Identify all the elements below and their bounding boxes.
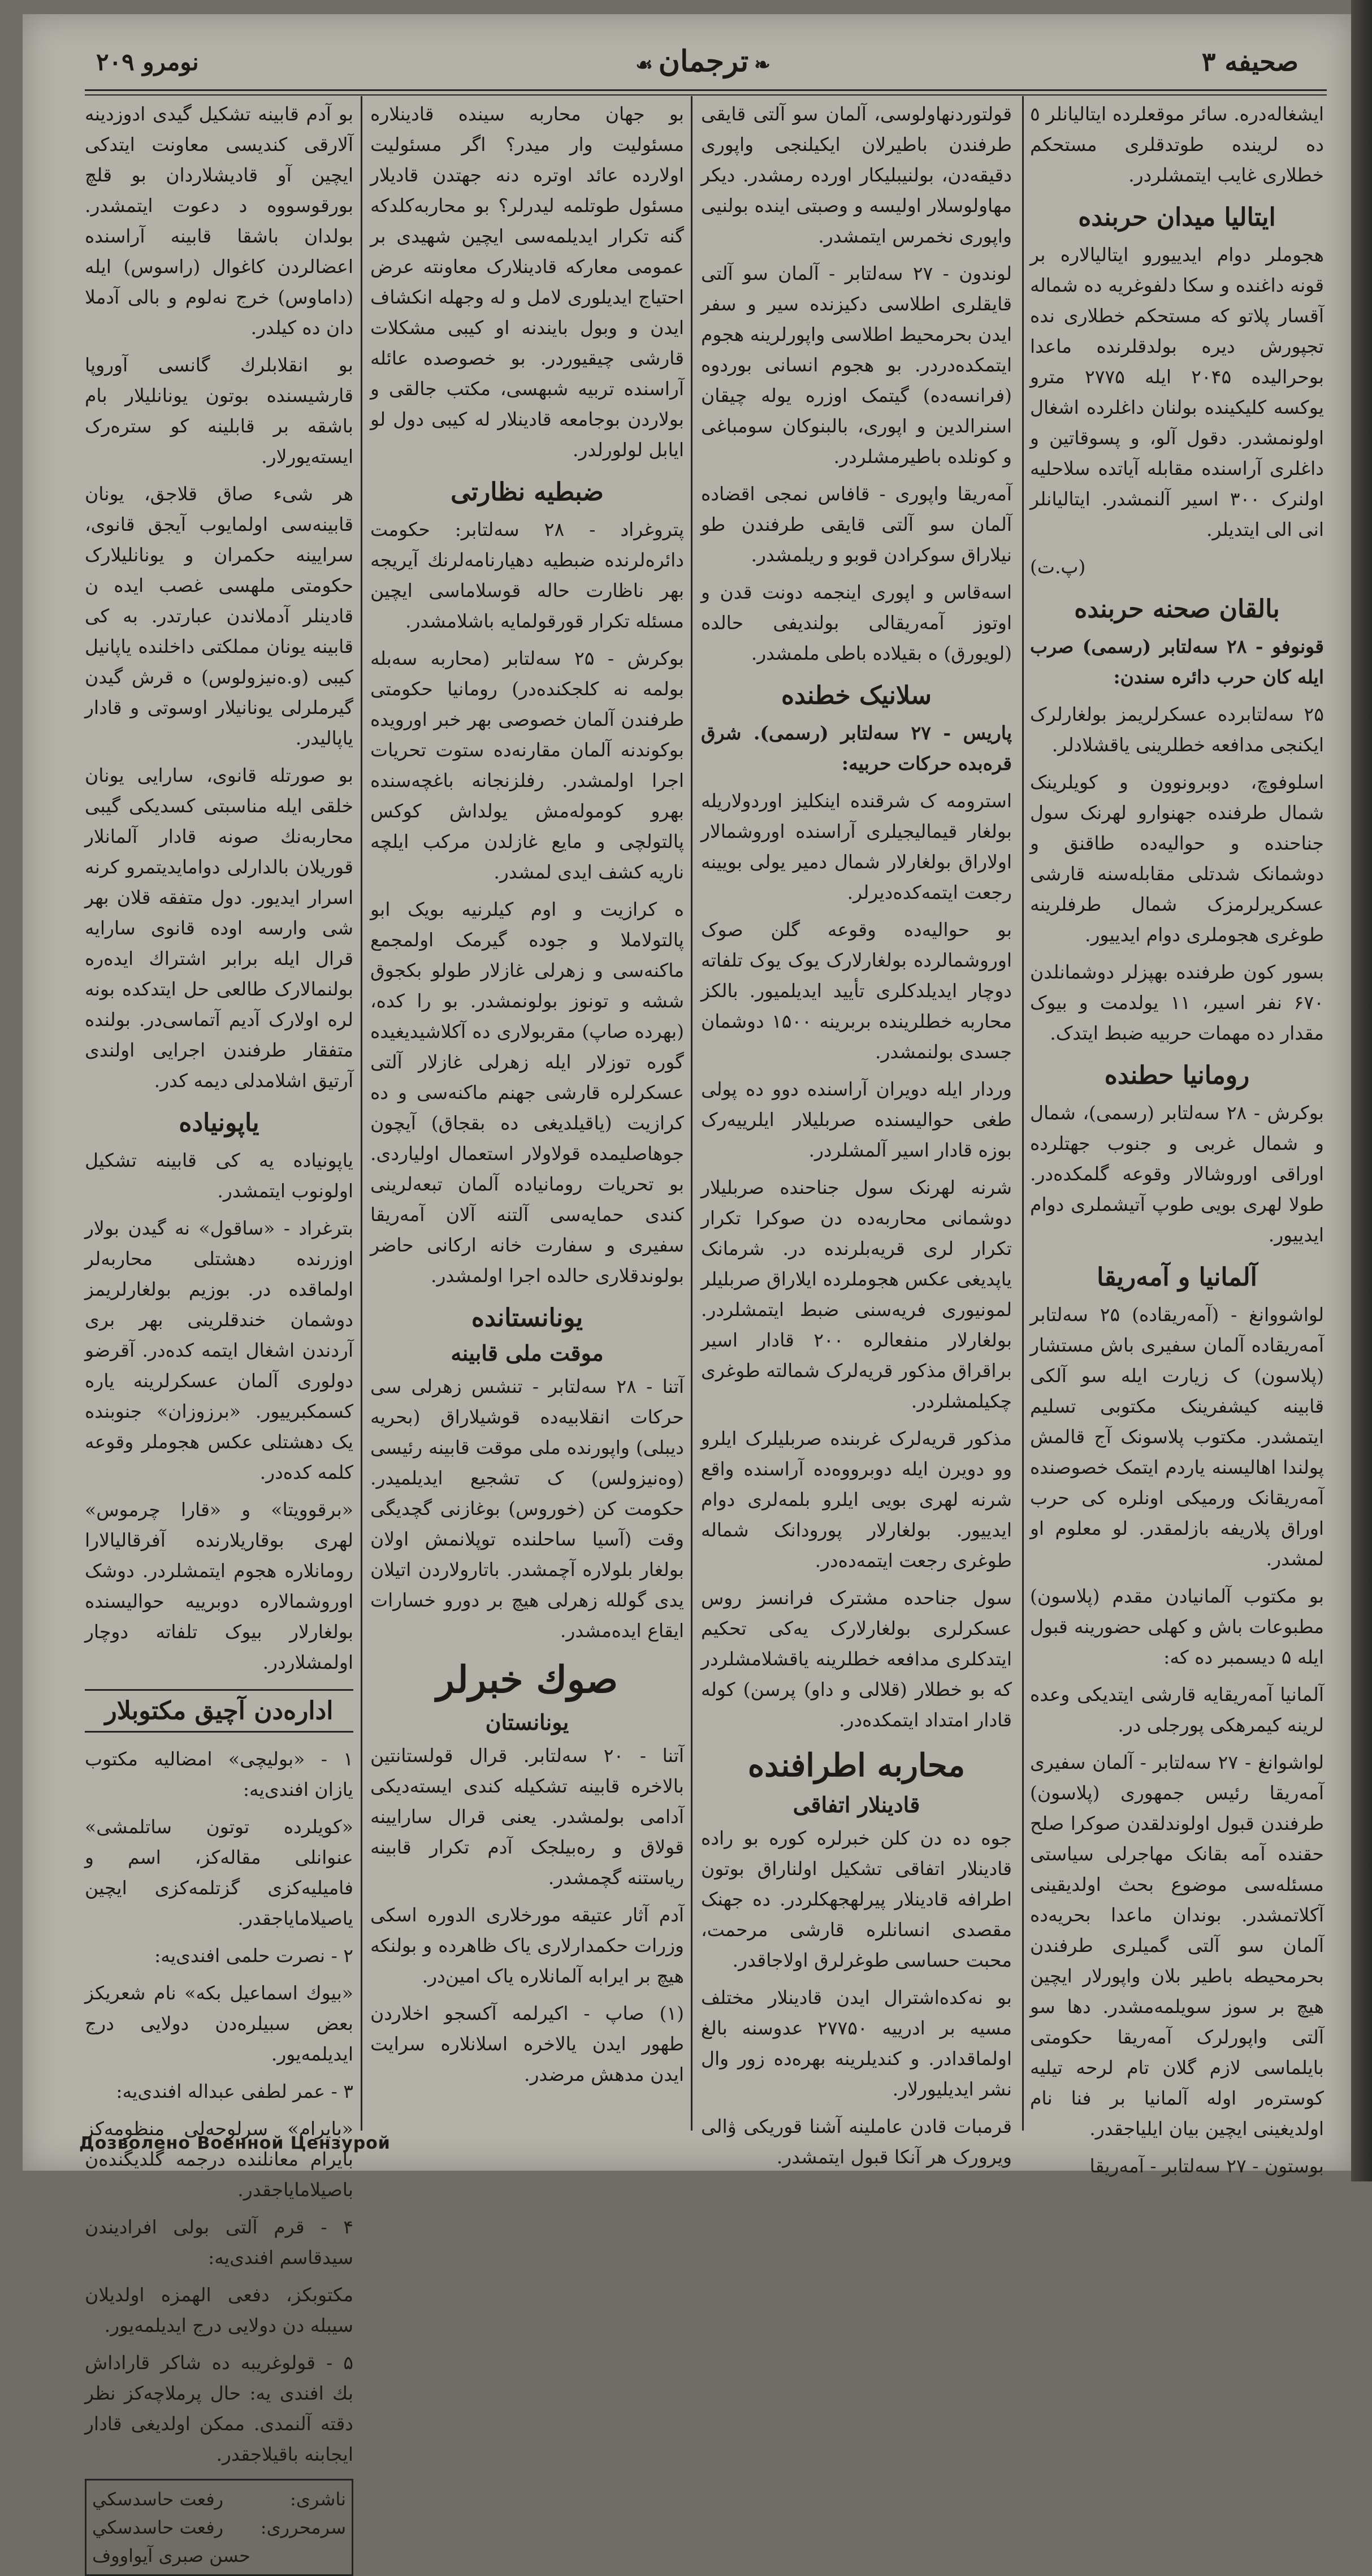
- paragraph: بوکرش - ۲۸ سه‌لتابر (رسمی)، شمال و شمال غربی و جنوب جهتلرده اوراقی اوروشالار وقوعه گلمکده‌در. طولا لهری بویی طوپ آتیشملری دوام ایدییور.: [1030, 1102, 1324, 1246]
- paragraph: پتروغراد - ۲۸ سه‌لتابر: حکومت دائره‌لرنده ضبطیه دهیارنامه‌لرنك آیریجه بهر ناظارت حاله قوسلاماسی ایچین مسئله تکرار قورقولمایه باشلامشدر.: [370, 518, 685, 632]
- column-2: [701, 99, 1012, 2168]
- column-divider: [361, 96, 362, 2131]
- paragraph: آلمانیا آمه‌ریقایه قارشی ایتدیکی وعده لرینه کیمرهکی پورجلی در.: [1030, 1683, 1324, 1736]
- paragraph: بو حوالیه‌ده وقوعه گلن صوک اوروشمالرده بولغارلارک یوک یوک تلفاته دوچار ایدیلدکلری تأیید ایدیلمیور. بالکز محاربه خطلرینده بربرینه ۱۵۰۰ دوشمان جسدی بولنمشدر.: [701, 919, 1012, 1063]
- paragraph: استرومه ک شرقنده اینکلیز اوردولاریله بولغار قیمالیجیلری آراسنده اوروشمالار اولاراق بولغارلار شمال دمیر یولی بویینه رجعت ایتمه‌کده‌دیرلر.: [701, 790, 1012, 903]
- paragraph: بترغراد - «ساقول» نه گیدن بولار اوزرنده دهشتلی محاربه‌لر اولماقده در. بوزیم بولغارلریمز دوشمان خندقلرینی بهر بری آردندن اشغال ایتمه کده‌در. آقرضو دولوری آلمان عسکرلرینه یاره کسمکبرییور. «برزوزان» جنوبنده یک دهشتلی عکس هجوملر وقوعه کلمه کده‌در.: [85, 1217, 353, 1483]
- paragraph: ۲ - نصرت حلمی افندی‌یه:: [154, 1945, 353, 1967]
- paragraph: «برقوویتا» و «قارا چرموس» لهری بوقاریلارنده آفرقالیالارا رومانلاره هجوم ایتمشلردر. دوشک اوروشمالاره دوبرییه حوالیسنده بولغارلار بیوک تلفاته دوچار اولمشلاردر.: [85, 1499, 353, 1673]
- editor-name: رفعت حاسدسكي: [92, 2517, 224, 2538]
- issue-number: نومرو ۲۰۹: [96, 48, 199, 76]
- section-heading: یاپونیاده: [179, 1109, 259, 1137]
- paragraph: ه کرازیت و اوم کیلرنیه بویک ابو پالتولاملا و جوده گیرمک اولمجمع ماکنه‌سی و زهرلی غازلار طولو بکجوق ششه و تونوز بولونمشدر. بو را کده، (بهرده صاپ) مقربولاری ده آکلاشیدیغیده گوره توزلار ایله زهرلی غازلار آلتی عسکرلره قارشی جهنم ماکنه‌سی و ده کرازیت (یاقیلدیغی ده بقجاق) آیچون جوهاصلیمده قولاولار استعمال اولیاردی. بو تحریات رومانیاده آلمان تبعه‌لرینی کندی حمایه‌سی آلتنه آلان آمه‌ریقا سفیری و سفارت خانه ارکانی حاضر بولوندقلاری حالده اجرا اولمشدر.: [370, 898, 684, 1287]
- paragraph: آدم آثار عتیقه مورخلاری الدوره اسکی وزرات حکمدارلاری یاک ظاهرده و بولنکه هیچ بر ایرابه آلمانلاره یاک امین‌در.: [370, 1904, 684, 1987]
- paragraph: «بیوك اسماعیل بکه» نام شعریکز بعض سبیلره‌دن دولایی درج ایدیلمه‌یور.: [85, 1982, 353, 2065]
- paragraph: مکتوبکز، دفعی الهمزه اولدیلان سیبله دن دولایی درج ایدیلمه‌یور.: [85, 2284, 353, 2336]
- column-1: [1030, 99, 1325, 2177]
- section-heading: بالقان صحنه حربنده: [1074, 595, 1280, 624]
- header-rule: [85, 89, 1327, 96]
- paragraph: ۲۵ سه‌لتابرده عسکرلریمز بولغارلرک ایکنجی مدافعه خطلرینی یاقشلادلر.: [1030, 703, 1324, 756]
- paragraph: آمه‌ریقا واپوری - قافاس نمجی اقضاده آلمان سو آلتی قایقی طرفندن طو نیلاراق سوکرادن قوبو و ریلمشدر.: [701, 483, 1012, 566]
- page-number: صحیفه ۳: [1201, 46, 1299, 77]
- paragraph: ۱ - «بولیچی» امضالیه مکتوب یازان افندی‌یه:: [85, 1748, 353, 1800]
- paragraph: ۴ - قرم آلتی بولی افرادیندن سیدقاسم افندی‌یه:: [85, 2216, 353, 2268]
- paragraph: بو مکتوب آلمانیادن مقدم (پلاسون) مطبوعات باش و کهلی حضورینه قبول ایله ۵ دیسمبر ده که:: [1030, 1585, 1324, 1668]
- editor-name-2: حسن صبری آیواووف: [92, 2545, 250, 2566]
- editor-label: سرمحرری:: [260, 2517, 346, 2538]
- paragraph: بوستون - ۲۷ سه‌لتابر - آمه‌ریقا: [1089, 2155, 1324, 2177]
- paper-title: [630, 44, 776, 79]
- column-3: [370, 99, 684, 2128]
- ornament-icon: ☙: [635, 54, 653, 76]
- footnote: (۱) صاپ - اکیرلمه آکسجو اخلاردن طهور ایدن یالاخره اسلانلاره سرایت ایدن مدهش مرضدر.: [370, 2002, 684, 2085]
- paragraph: هجوملر دوام ایدییورو ایتالیالاره بر قونه داغنده و سکا دلفوغریه ده شماله آقسار پلاتو که مستحکم خطلاری نده تجپورش دیره بولدقلرنده ماعدا بوحرالیده ۲۰۴۵ ایله ۲۷۷۵ مترو یوکسه کلیکینده بولنان داغلرده اشغال اولونمشدر. دقول آلو، و پسوقاتین و داغلری آراسنده مقابله آیاتده سلاحلیه اولنرک ۳۰۰ اسیر آلنمشدر. ایتالیانلر انی الی ایتدیلر.: [1030, 244, 1325, 540]
- paragraph: ایشغاله‌دره. سائر موقعلرده ایتالیانلر ٥ ده لرینده طوتدقلری مستحکم خطلاری غایب ایتمشلردر.: [1030, 103, 1324, 186]
- paragraph: سول جناحده مشترک فرانسز روس عسکرلری بولغارلارک یه‌کی تحکیم ایتدکلری مدافعه خطلرینه یاقشلامشلردر که بو خطلار (قلالی و داو) پرسن) کوله قادار امتداد ایتمکده‌در.: [701, 1587, 1012, 1731]
- section-heading: رومانیا حطنده: [1104, 1061, 1250, 1090]
- paragraph: آتنا - ۲۰ سه‌لتابر. قرال قولستانتین بالاخره قابینه تشکیله کندی ایسته‌دیکی آدامی بولمشدر. یعنی قرال سارایینه قولاق و ره‌بیلجک آدم تکرار قابینه ریاستنه گچمشدر.: [370, 1744, 684, 1889]
- paragraph: بو صورتله قانوی، سارایی یونان خلقی ایله مناسبتی کسدیکی گیبی محاربه‌نك صونه قادار آلمانلار قوریلان بالدارلی دوامایدیتمرو کرنه اسرار ایدیور. دول متفقه قلان بهر شی وارسه اوده قانوی سارایه قرال ایله برابر اشتراك ایده‌ره بولنمالارک طالعی حل ایتدکده بونه لره اولارک آدیم آتماسی‌در. بولنده متفقار طرفندن اجرایی اولندی آرتیق اشلامدلی دیمه کدر.: [85, 764, 353, 1092]
- paragraph: آتنا - ۲۸ سه‌لتابر - تنشس زهرلی سی حرکات انقلابیه‌ده قوشیلاراق (بحریه دیبلی) واپورنده ملی موقت قابینه رئیسی (وه‌نیزولس) ک تشجیع ایدیلمیدر. حکومت کن (خوروس) بوغازنی گچدیگی وقت (آسیا ساحلنده توپلانمش اولان بولغار بلولاره آچمشدر. باتارولاردن اتیلان یدی گولله زهرلی هیچ بر دورو خسارات ایقاع ایده‌مشدر.: [370, 1375, 684, 1642]
- paragraph: بو جهان محاربه سینده قادینلاره مسئولیت وار میدر؟ اگر مسئولیت اولارده عائد اوتره دنه جهتدن قادیلار مسئول طوتلمه لیدرلر؟ بو محاربه‌کلدکه گنه تکرار ایدیلمه‌سی ایچین شهیدی بر عمومی معارکه قادینلارک معاونته عرض احتیاج ایدیلوری لامل و له وجهله انکشاف ایدن و وبول بایندنه او کیبی مشکلات قارشی چیقیوردر. بو خصوصده عائله آراسنده تربیه شبهسی، مکتب جالقی و بولاردن بوجامعه قادینلار له کیبی دول لو ایابل لولورلدر.: [370, 103, 684, 461]
- editor-row-2: [92, 2542, 346, 2570]
- section-heading: سلانیک خطنده: [781, 681, 932, 710]
- paragraph: وردار ایله دویران آراسنده دوو ده پولی طغی حوالیسنده صربلیلار ایلرییه‌رک بوزه قادار اسیر آلمشلردر.: [701, 1078, 1012, 1161]
- paragraph: یاپونیاده یه کی قابینه تشکیل اولونوب ایتمشدر.: [85, 1149, 353, 1202]
- paragraph: هر شیء صاق قلاجق، یونان قابینه‌سی اولمایوب آیجق قانوی، سرایینه حکمران و یونانلیلارک حکومتی ملهسی غصب ایده ن قادینلر آدملاندن عبارتدر. به کی قابینه یونان مملکتی داخلنده یاپانیل کیبی (و.ه‌نیزولوس) ه قرش گیدن گیرملرلی یونانیلار اوسوتی و قادار یاپالیدر.: [85, 483, 353, 749]
- section-heading-large: محاربه اطرافنده: [747, 1747, 966, 1784]
- paragraph: لوندون - ۲۷ سه‌لتابر - آلمان سو آلتی قایقلری اطلاسی دکیزنده سیر و سفر ایدن بحرمحیط اطلاسی واپورلرینه هجوم ایتمکده‌دردر. بو هجوم انسانی بوردوه (فرانسه‌ده) گیتمک اوزره یوله چیقان اسنرالدین و اپوری، بالبنوکان سومباغی و کونلده باطیرمشلردر.: [701, 262, 1012, 467]
- section-heading: اداره‌دن آچیق مکتوبلار: [85, 1689, 353, 1733]
- paragraph: لواشوانغ - ۲۷ سه‌لتابر - آلمان سفیری آمه‌ریقا رئیس جمهوری (پلاسون) طرفندن قبول اولوندلقدن صوکرا صلح حقنده آمه بقانک مهاجرلی سیاستی مسئله‌سی موضوع بحث اولدیقینی آکلاتمشدر. بوندان ماعدا بحریه‌ده آلمان سو آلتی گمیلری طرفندن بحرمحیطه باطیر بلان واپورلار ایچین هیچ بر سوز سویلمه‌مشدر. دها سو آلتی واپورلرک آمه‌ریقا حکومتی بایلماسی لازم گلان تام لرحه تیلیه کوستره‌ر اوله آلمانیا بر فنا نام اولدیغینی ایچین بیان ایلیاجقدر.: [1030, 1751, 1325, 2140]
- paragraph: «کویلرده توتون ساتلمشی» عنوانلی مقاله‌کز، اسم و فامیلیه‌کزی گزتلمه‌کزی ایچین یاصیلامایاجقدر.: [85, 1816, 353, 1929]
- censor-stamp: Дозволено Военной Цензурой: [79, 2133, 391, 2153]
- masthead-strip: [73, 34, 1332, 96]
- sub-heading: یونانستان: [485, 1709, 569, 1735]
- publisher-label: ناشری:: [290, 2488, 346, 2510]
- paragraph: بسور کون طرفنده بهپزلر دوشمانلدن ۶۷۰ نفر اسیر، ۱۱ یولدمت و بیوک مقدار ده مهمات حربیه ضبط ایتدک.: [1030, 961, 1324, 1044]
- ornament-icon: ❧: [754, 54, 771, 76]
- paragraph: اسلوفوچ، دوبرونوون و کویلرینک شمال طرفنده جهنوارو لهرنک سول جناحنده و حوالیه‌ده طاقنق و دوشمانک شدتلی مقابله‌سنه قارشی عسکریرلرمزک شمال طرفلرینه طوغری هجوملری دوام ایدییور.: [1030, 771, 1324, 946]
- section-heading: یونانستانده: [471, 1304, 583, 1332]
- section-heading: آلمانیا و آمه‌ریقا: [1097, 1263, 1257, 1292]
- paragraph: قولتوردنهاولوسی، آلمان سو آلتی قایقی طرفندن باطیرلان ایکیلنجی واپوری دقیقه‌دن، بولنیبلیکار اورده رمشدر. دیکر مهاولوسلار اولیسه و وصبتی اینده بولنیی واپوری نخمرس ایتمشدر.: [701, 103, 1012, 247]
- paragraph: بو نه‌کده‌اشترال ایدن قادینلار مختلف مسیه بر ادرییه ۲۷۷۵۰ عدوسنه بالغ اولماقدادر. و کندیلرینه بهره‌ده زور وال نشر ایدیلیورلار.: [701, 1986, 1012, 2100]
- publisher-box: [85, 2479, 353, 2576]
- publisher-row: [92, 2485, 346, 2513]
- paper-name-text: ترجمان: [658, 44, 749, 79]
- scan-border: [1351, 0, 1372, 2181]
- sub-heading: موقت ملی قابینه: [451, 1340, 604, 1366]
- sub-heading: قادینلار اتفاقی: [793, 1792, 920, 1817]
- dateline: پاریس - ۲۷ سه‌لتابر (رسمی). شرق قره‌بده حرکات حربیه:: [701, 722, 1012, 774]
- paragraph: جوه ده دن کلن خبرلره کوره بو راده قادینلار اتفاقی تشکیل اولناراق بوتون اطرافه قادینلار پیرلهجهکلردر. ده جهنک مقصدی انسانلره قارشی مرحمت، محبت حساسی طوغرلرق اولاجاقدر.: [701, 1827, 1012, 1971]
- paragraph: «بایرام» سرلوحه‌لی منظومه‌کز بایرام معانلنده درجمه گلدیگنده‌ن باصیلامایاجقدر.: [85, 2118, 353, 2201]
- paragraph: بو انقلابلرك گانسی آوروپا قارشیسنده بوتون یونانلیلار بام باشقه بر قابلینه کو ستره‌رک ایسته‌یورلار.: [85, 354, 353, 467]
- paragraph: مذکور قریه‌لرک غربنده صربلیلرک ایلرو وو دویرن ایله دوبرووه‌ده آراسنده واقع شرنه لهری بویی ایلرو بلمه‌لری دوام ایدییور. بولغارلار پورودانک شماله طوغری رجعت ایتمه‌ده‌در.: [701, 1427, 1012, 1571]
- dateline: قونوفو - ۲۸ سه‌لتابر (رسمی) صرب ایله کان حرب دائره سندن:: [1030, 635, 1324, 688]
- section-heading: ایتالیا میدان حربنده: [1078, 203, 1276, 232]
- editor-row: [92, 2513, 346, 2542]
- paragraph: بوکرش - ۲۵ سه‌لتابر (محاربه سه‌بله بولمه نه کلجکنده‌در) رومانیا حکومتی طرفندن آلمان خصوصی بهر خبر اورویده بوکوندنه آلمان مقارنه‌ده ستوت تحریات اجرا اولمشدر. رفلزنجانه باغچه‌سنده بهرو کوموله‌مش یولداش کوکس پالتولچی و مایع غازلدن مرکب ایلچه ناریه کشف ایدی لمشدر.: [370, 647, 684, 883]
- byline: (پ.ت): [1030, 556, 1086, 578]
- section-heading-large: صوك خبرلر: [436, 1657, 618, 1702]
- paragraph: ۳ - عمر لطفی عبداله افندی‌یه:: [116, 2080, 353, 2102]
- column-divider: [691, 96, 693, 2131]
- paragraph: اسه‌قاس و اپوری اینجمه دونت قدن و اوتوز آمه‌ریقالی بولندیفی حالده (لویورق) ه بقیلاده باطی ملمشدر.: [701, 581, 1012, 664]
- section-heading: ضبطیه نظارتی: [451, 478, 604, 506]
- paragraph: قرمبات قادن عاملینه آشنا قوریکی ۋالی ویرورک هر آنکا قبول ایتمشدر.: [701, 2115, 1012, 2168]
- publisher-name: رفعت حاسدسكي: [92, 2488, 224, 2510]
- paragraph: شرنه لهرنک سول جناحنده صربلیلار دوشمانی محاربه‌ده دن صوکرا تکرار تکرار لری قریه‌بلرنده در. شرمانک یاپدیغی عکس هجوملرده ایلاراق صربلیلر لمونیوری فریه‌سنی ضبط ایتمشلردر. بولغارلار منفعالره ۲۰۰ قادار اسیر براقراق مذکور قریه‌لرک شمالته طوغری چکیلمشلردر.: [701, 1176, 1012, 1412]
- column-divider: [1022, 96, 1024, 2131]
- paragraph: بو آدم قابینه تشکیل گیدی ادوزدینه آلارقی کندیسی معاونت ایتدکی ایچین آو قادیشلاردان بو قلچ بورقوسووه د دعوت ایتمشدر. بولدان باشقا قابینه آراسنده اعضالردن کاغوال (راسوس) ایله (داماوس) خرج نه‌لوم و بالی آدملا دان ده کیلدر.: [85, 103, 353, 339]
- paragraph: لواشووانغ - (آمه‌ریقاده) ۲۵ سه‌لتابر آمه‌ریقاده آلمان سفیری باش مستشار (پلاسون) ک زیارت ایله سو آلکی قابینه کیشفرینک مکتوبی تسلیم ایتمشدر. مکتوب پلاسونک آج قالمش پولندا اهالیسنه یاردم ایتمک خصوصنده آمه‌ریقانک ورمیکی اونلره کی حرب اوراق پلاریفه بازلمقدر. لو معلوم او لمشدر.: [1030, 1304, 1324, 1570]
- paragraph: ۵ - قولوغریبه ده شاکر قاراداش بك افندی یه: حال پرملاچه‌کز نظر دقته آلنمدی. ممکن اولدیغی قادار ایجابنه باقیلاجقدر.: [85, 2352, 353, 2465]
